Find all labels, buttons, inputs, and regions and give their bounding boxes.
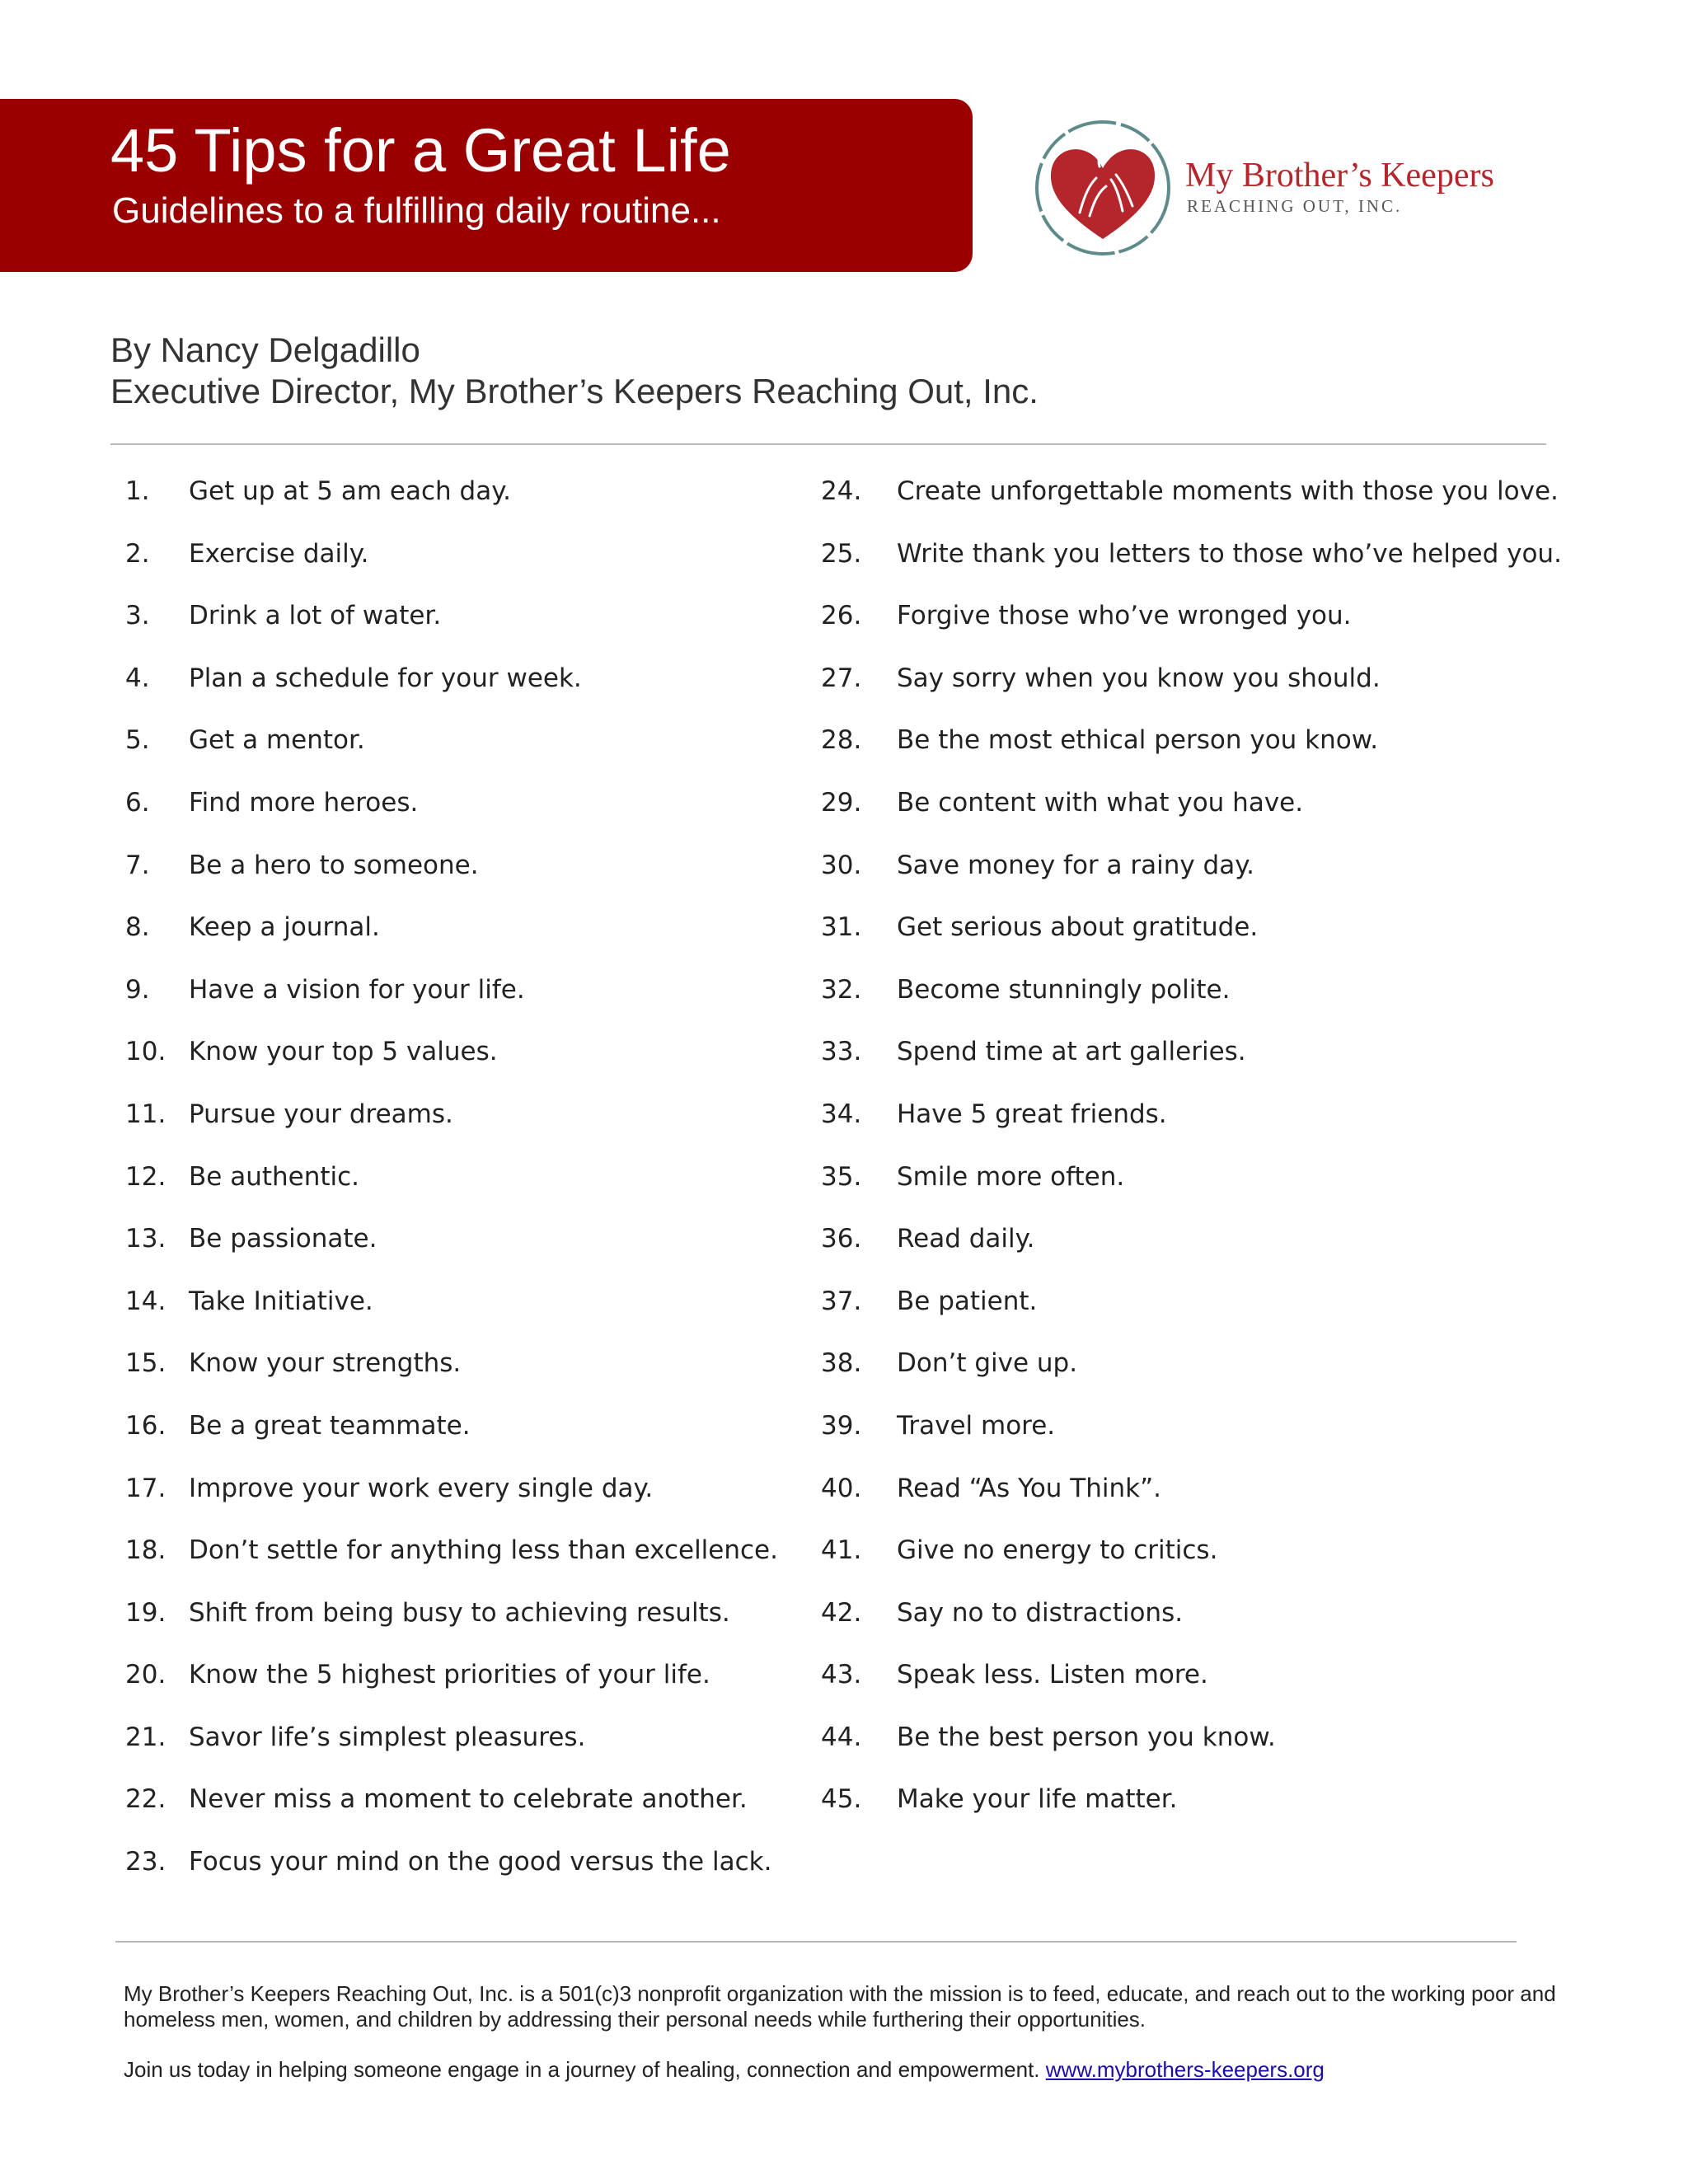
tip-text: Know your top 5 values. [189, 1037, 498, 1067]
tip-text: Savor life’s simplest pleasures. [189, 1722, 586, 1752]
tip-text: Get a mentor. [189, 725, 365, 756]
tip-number: 9. [125, 974, 150, 1005]
tip-number: 13. [125, 1224, 166, 1254]
tip-number: 41. [821, 1535, 862, 1566]
tip-text: Improve your work every single day. [189, 1473, 654, 1503]
mission-statement: My Brother’s Keepers Reaching Out, Inc. is a 501(c)3 nonprofit organization with the mission is to feed, educate, and reach out to the working poor and homeless men, women, and children by addressing their personal needs while furthering their opportunities. [124, 1981, 1556, 2032]
tip-number: 30. [821, 850, 862, 880]
tip-text: Know your strengths. [189, 1348, 462, 1379]
tip-text: Keep a journal. [189, 912, 380, 943]
tip-number: 20. [125, 1660, 166, 1690]
tip-text: Exercise daily. [189, 538, 369, 569]
tip-text: Become stunningly polite. [897, 974, 1231, 1005]
page-subtitle: Guidelines to a fulfilling daily routine... [112, 190, 721, 231]
tip-text: Write thank you letters to those who’ve helped you. [897, 538, 1562, 569]
tip-number: 31. [821, 912, 862, 943]
heart-hands-icon [1030, 115, 1179, 264]
tip-number: 18. [125, 1535, 166, 1566]
tip-number: 7. [125, 850, 150, 880]
organization-logo [1030, 115, 1558, 264]
join-text: Join us today in helping someone engage in a journey of healing, connection and empowerment. [124, 2057, 1040, 2082]
tip-text: Shift from being busy to achieving results. [189, 1597, 730, 1628]
tip-number: 5. [125, 725, 150, 756]
tip-number: 11. [125, 1099, 166, 1129]
tip-text: Never miss a moment to celebrate another. [189, 1784, 748, 1815]
tip-number: 35. [821, 1161, 862, 1192]
tip-number: 38. [821, 1348, 862, 1379]
tip-number: 3. [125, 601, 150, 631]
divider [110, 443, 1546, 445]
author-title: Executive Director, My Brother’s Keepers Reaching Out, Inc. [110, 372, 1039, 410]
tip-number: 15. [125, 1348, 166, 1379]
tip-text: Read “As You Think”. [897, 1473, 1162, 1503]
tip-number: 39. [821, 1410, 862, 1441]
tip-text: Forgive those who’ve wronged you. [897, 601, 1352, 631]
tip-text: Be authentic. [189, 1161, 360, 1192]
tip-text: Read daily. [897, 1224, 1035, 1254]
tip-text: Get serious about gratitude. [897, 912, 1259, 943]
tip-text: Drink a lot of water. [189, 601, 442, 631]
tip-text: Don’t give up. [897, 1348, 1078, 1379]
tip-number: 21. [125, 1722, 166, 1752]
logo-name: My Brother’s Keepers [1185, 157, 1494, 194]
tip-number: 8. [125, 912, 150, 943]
tip-number: 43. [821, 1660, 862, 1690]
page-title: 45 Tips for a Great Life [110, 116, 731, 185]
tip-text: Have 5 great friends. [897, 1099, 1167, 1129]
website-link[interactable]: www.mybrothers-keepers.org [1045, 2057, 1325, 2082]
tip-text: Be the best person you know. [897, 1722, 1276, 1752]
footer [124, 1981, 1558, 2083]
tip-text: Find more heroes. [189, 787, 419, 818]
tip-number: 4. [125, 663, 150, 693]
tip-text: Save money for a rainy day. [897, 850, 1255, 880]
tip-text: Have a vision for your life. [189, 974, 525, 1005]
tip-text: Create unforgettable moments with those you love. [897, 476, 1559, 506]
join-line [124, 2057, 1558, 2083]
tip-text: Smile more often. [897, 1161, 1125, 1192]
tip-text: Spend time at art galleries. [897, 1037, 1246, 1067]
tip-number: 14. [125, 1286, 166, 1316]
tip-number: 19. [125, 1597, 166, 1628]
tip-number: 28. [821, 725, 862, 756]
tip-number: 37. [821, 1286, 862, 1316]
logo-tagline: REACHING OUT, INC. [1187, 196, 1403, 216]
tip-text: Plan a schedule for your week. [189, 663, 582, 693]
tip-number: 16. [125, 1410, 166, 1441]
tip-text: Take Initiative. [189, 1286, 373, 1316]
tip-number: 12. [125, 1161, 166, 1192]
tip-text: Be the most ethical person you know. [897, 725, 1379, 756]
tip-number: 29. [821, 787, 862, 818]
tip-number: 10. [125, 1037, 166, 1067]
tip-text: Speak less. Listen more. [897, 1660, 1208, 1690]
tip-number: 34. [821, 1099, 862, 1129]
tip-text: Be patient. [897, 1286, 1038, 1316]
tip-number: 32. [821, 974, 862, 1005]
tip-number: 40. [821, 1473, 862, 1503]
author-block [110, 330, 1039, 412]
tip-number: 2. [125, 538, 150, 569]
tip-text: Give no energy to critics. [897, 1535, 1218, 1566]
tip-number: 33. [821, 1037, 862, 1067]
tip-number: 17. [125, 1473, 166, 1503]
divider [115, 1941, 1517, 1943]
tip-text: Be passionate. [189, 1224, 377, 1254]
author-name: By Nancy Delgadillo [110, 330, 420, 369]
tip-number: 6. [125, 787, 150, 818]
tip-text: Make your life matter. [897, 1784, 1178, 1815]
tip-number: 23. [125, 1847, 166, 1877]
tip-number: 36. [821, 1224, 862, 1254]
tip-text: Be a hero to someone. [189, 850, 479, 880]
tip-text: Don’t settle for anything less than excellence. [189, 1535, 778, 1566]
tip-number: 22. [125, 1784, 166, 1815]
tip-text: Get up at 5 am each day. [189, 476, 511, 506]
tip-number: 26. [821, 601, 862, 631]
tip-number: 24. [821, 476, 862, 506]
tip-number: 1. [125, 476, 150, 506]
tip-number: 27. [821, 663, 862, 693]
tip-number: 25. [821, 538, 862, 569]
tip-text: Say no to distractions. [897, 1597, 1184, 1628]
tip-text: Know the 5 highest priorities of your life. [189, 1660, 710, 1690]
tip-number: 45. [821, 1784, 862, 1815]
tip-text: Travel more. [897, 1410, 1056, 1441]
tip-text: Be a great teammate. [189, 1410, 471, 1441]
tip-text: Be content with what you have. [897, 787, 1304, 818]
tip-text: Say sorry when you know you should. [897, 663, 1381, 693]
tip-number: 42. [821, 1597, 862, 1628]
tip-text: Focus your mind on the good versus the lack. [189, 1847, 772, 1877]
tip-number: 44. [821, 1722, 862, 1752]
tip-text: Pursue your dreams. [189, 1099, 453, 1129]
